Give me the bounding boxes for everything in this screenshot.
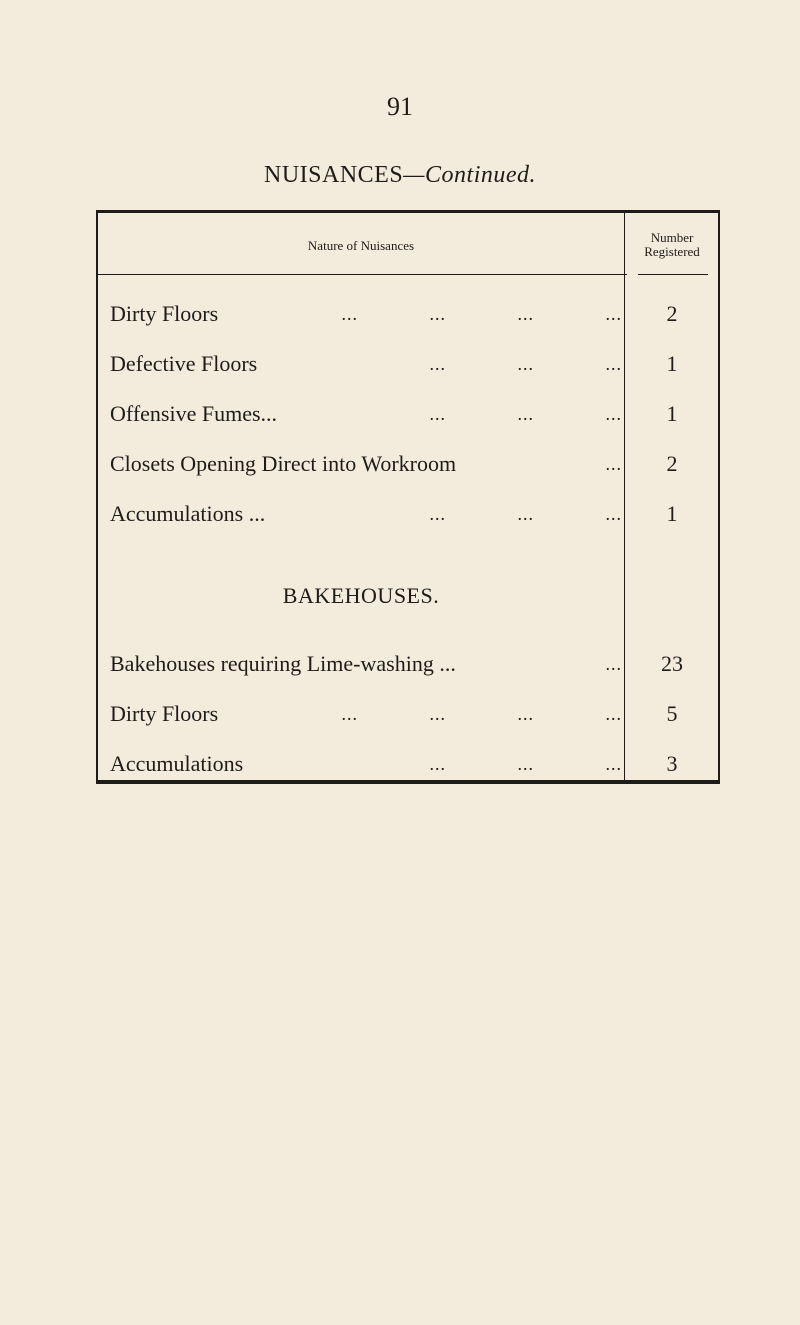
row-value: 1 bbox=[666, 351, 678, 376]
row-value: 1 bbox=[666, 401, 678, 426]
leader-dots: ... ... ... bbox=[429, 754, 622, 774]
row-label: Accumulations bbox=[110, 751, 244, 776]
row-label: Bakehouses requiring Lime-washing ... bbox=[110, 651, 456, 676]
row-label: Offensive Fumes... bbox=[110, 401, 278, 426]
title-main: NUISANCES bbox=[263, 162, 404, 188]
header-rule bbox=[638, 274, 708, 275]
header-number-line1: Number bbox=[650, 230, 694, 245]
row-label: Defective Floors bbox=[110, 351, 258, 376]
row-label: Closets Opening Direct into Workroom bbox=[110, 451, 457, 476]
row-value: 23 bbox=[661, 651, 683, 676]
title-continued: —Continued. bbox=[403, 162, 537, 188]
row-value: 3 bbox=[666, 751, 678, 776]
table-row bbox=[98, 649, 718, 679]
section-heading-bakehouses: BAKEHOUSES. bbox=[282, 583, 440, 608]
header-rule bbox=[98, 274, 627, 275]
leader-dots: ... ... ... bbox=[429, 504, 622, 524]
page-number: 91 bbox=[387, 92, 413, 121]
header-nature: Nature of Nuisances bbox=[307, 238, 415, 253]
leader-dots: ... bbox=[605, 454, 622, 474]
row-value: 1 bbox=[666, 501, 678, 526]
row-label: Dirty Floors bbox=[110, 301, 219, 326]
leader-dots: ... ... ... bbox=[429, 354, 622, 374]
table-row bbox=[98, 699, 718, 729]
row-label: Accumulations ... bbox=[110, 501, 266, 526]
header-number-line2: Registered bbox=[644, 244, 700, 259]
table-row bbox=[98, 499, 718, 529]
table-row bbox=[98, 349, 718, 379]
nuisances-table bbox=[96, 210, 720, 784]
table-row bbox=[98, 749, 718, 779]
leader-dots: ... ... ... ... bbox=[341, 304, 622, 324]
header-number bbox=[624, 231, 720, 259]
table-row bbox=[98, 449, 718, 479]
leader-dots: ... ... ... ... bbox=[341, 704, 622, 724]
table-row bbox=[98, 399, 718, 429]
leader-dots: ... ... ... bbox=[429, 404, 622, 424]
row-value: 5 bbox=[666, 701, 678, 726]
table-row bbox=[98, 299, 718, 329]
page-title bbox=[0, 162, 800, 189]
row-value: 2 bbox=[666, 451, 678, 476]
row-label: Dirty Floors bbox=[110, 701, 219, 726]
leader-dots: ... bbox=[605, 654, 622, 674]
row-value: 2 bbox=[666, 301, 678, 326]
